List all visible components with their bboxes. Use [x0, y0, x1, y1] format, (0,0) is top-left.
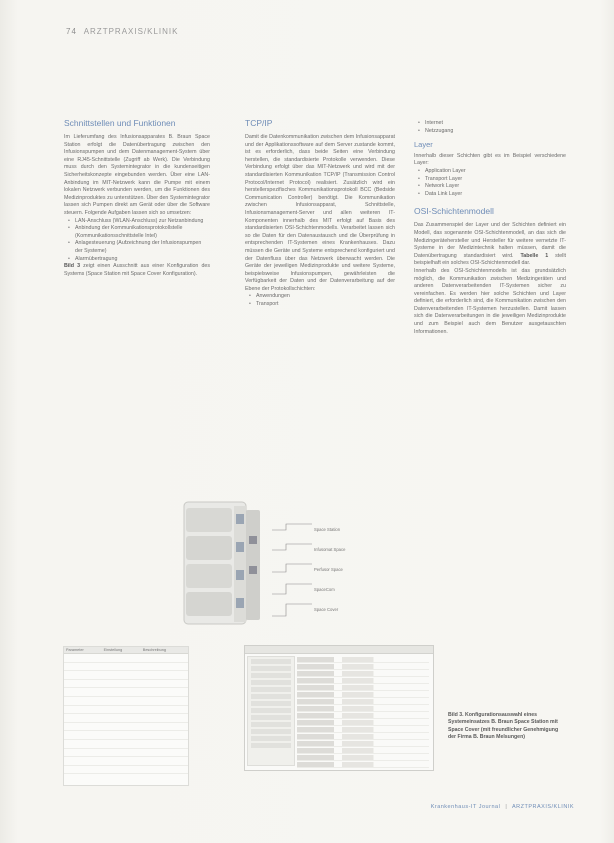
table-cell — [102, 765, 141, 774]
callout-label: Space Station — [314, 527, 341, 532]
figure-ref-text: zeigt einen Ausschnitt aus einer Konfiguration des Systems (Space Station mit Space Cover Konfiguration). — [64, 263, 211, 277]
figure-caption: Bild 3. Konfigurationsauswahl eines Systemeinsatzes B. Braun Space Station mit Space Cover (mit freundlicher Genehmigung der Firma B. Braun Melsungen) — [448, 712, 559, 741]
bullet-list — [64, 218, 210, 264]
table-cell — [64, 679, 102, 688]
list-item: • Data Link Layer — [420, 191, 566, 199]
table-cell — [64, 662, 102, 671]
table-cell — [64, 765, 102, 774]
list-item: • Network Layer — [420, 183, 566, 191]
list-item: • Anlagesteuerung (Aufzeichnung der Infusionspumpen der Systeme) — [70, 240, 210, 255]
table-row — [64, 748, 188, 757]
table-cell — [102, 696, 141, 705]
bullet-list — [414, 120, 566, 135]
table-cell — [102, 654, 141, 663]
table-cell — [102, 748, 141, 757]
table-ref: Tabelle 1 — [520, 252, 549, 259]
right-panel — [297, 656, 429, 764]
list-item: • Application Layer — [420, 168, 566, 176]
callout-label: Infusomat Space — [314, 547, 346, 552]
table-cell — [141, 705, 188, 714]
callout-label: Perfusor Space — [314, 567, 343, 572]
list-item: • Alarmübertragung — [70, 256, 210, 264]
table-cell — [141, 662, 188, 671]
paragraph-text: stellt beispielhaft ein solches OSI-Schichtenmodell dar. — [414, 252, 566, 267]
callout-labels — [314, 520, 345, 620]
layer-list — [414, 168, 566, 198]
table-cell — [141, 765, 188, 774]
section-title-tcpip: TCP/IP — [245, 118, 273, 128]
table-row — [64, 714, 188, 723]
column-3 — [414, 120, 566, 336]
list-item: • Anwendungen — [251, 293, 395, 301]
callout-label: SpaceCom — [314, 587, 335, 592]
table-row — [64, 705, 188, 714]
table-cell — [64, 722, 102, 731]
table-cell — [64, 688, 102, 697]
table-row — [64, 765, 188, 774]
table-cell — [102, 662, 141, 671]
table-cell — [64, 757, 102, 766]
table-row — [64, 688, 188, 697]
paragraph: Innerhalb dieser Schichten gibt es im Beispiel verschiedene Layer: — [414, 152, 566, 167]
table-cell — [141, 688, 188, 697]
column-header: Beschreibung — [141, 647, 188, 654]
table-cell — [64, 731, 102, 740]
table-row — [64, 722, 188, 731]
table-cell — [102, 679, 141, 688]
page-number: 74 — [66, 27, 77, 36]
table-cell — [141, 757, 188, 766]
column-header: Einstellung — [102, 647, 141, 654]
table-cell — [141, 731, 188, 740]
table-cell — [102, 722, 141, 731]
table-row — [64, 671, 188, 680]
table-row — [64, 679, 188, 688]
table-cell — [141, 748, 188, 757]
paragraph-text: Das Zusammenspiel der Layer und der Schichten definiert ein Modell, das sogenannte OSI-Schichtenmodell, an das sich die Medizingerätehersteller und Hersteller für weitere vernetzte IT-Systeme in der Medizintechnik halten müssen, damit die Datenübertragung standardisiert wird. — [414, 222, 566, 259]
figure-reference-paragraph — [64, 263, 210, 278]
table-row — [64, 757, 188, 766]
list-item: • Anbindung der Kommunikationsprotokollstelle (Kommunikationsschnittstelle Intel) — [70, 225, 210, 240]
table-cell — [64, 714, 102, 723]
column-header: Parameter — [64, 647, 102, 654]
list-item: • Netzzugang — [420, 128, 566, 136]
column-1 — [64, 118, 210, 278]
section-title-osi: OSI-Schichtenmodell — [414, 206, 494, 217]
footer-section: ARZTPRAXIS/KLINIK — [512, 804, 574, 810]
software-screenshot — [244, 645, 434, 771]
table-cell — [64, 696, 102, 705]
section-label: ARZTPRAXIS/KLINIK — [83, 27, 179, 36]
table-cell — [64, 705, 102, 714]
table-cell — [141, 654, 188, 663]
infusion-station-photo — [178, 500, 266, 628]
list-item: • Transport — [251, 301, 395, 309]
paragraph — [414, 222, 566, 268]
table-cell — [141, 671, 188, 680]
paragraph: Damit die Datenkommunikation zwischen dem Infusionsapparat und der Applikationssoftware auf dem Server zustande kommt, ist es erforderlich, dass beide Seiten eine Verbindung herstellen, die standardisierte Protokolle verwenden. Diese Verbindung erfolgt über das MIT-Netzwerk und wird mit der standardisierten Kommunikation TCP/IP (Transmission Control Protocol/Internet Protocol) realisiert. Zusätzlich wird ein herstellerspezifisches Kommunikationsprotokoll BCC (Bedside Communication Controller) benötigt. Die Kommunikation zwischen Infusionsapparat, Schnittstelle, Infusionsmanagement-Server und allen weiteren IT-Komponenten innerhalb des MIT erfolgt auf Basis des standardisierten OSI-Schichtenmodells. Verarbeitet lassen sich so die Daten für den Datenaustausch und die Überprüfung in entsprechenden IT-Systemen eines Krankenhauses. Dazu müssen die Geräte und Systeme entsprechend konfiguriert und der Datenfluss über das Netzwerk überwacht werden. Die Geräte der jeweiligen Medizinprodukte und weitere Systeme, beispielsweise Infusionspumpen, gewährleisten die Verfügbarkeit der Daten und der Datenverarbeitung auf der Ebene der Protokollschichten: — [245, 134, 395, 292]
table-cell — [141, 679, 188, 688]
table-row — [64, 696, 188, 705]
table-cell — [141, 714, 188, 723]
page-footer: Krankenhaus-IT Journal | ARZTPRAXIS/KLINIK — [430, 804, 574, 810]
table-cell — [64, 748, 102, 757]
table-cell — [141, 696, 188, 705]
page-header — [66, 27, 178, 36]
table-cell — [141, 722, 188, 731]
table-cell — [102, 688, 141, 697]
callout-diagram — [272, 520, 402, 660]
table-cell — [102, 757, 141, 766]
table-cell — [64, 739, 102, 748]
table-cell — [102, 731, 141, 740]
table-cell — [64, 654, 102, 663]
list-item: • Transport Layer — [420, 176, 566, 184]
callout-label: Space Cover — [314, 607, 339, 612]
list-item: • Internet — [420, 120, 566, 128]
table-cell — [141, 739, 188, 748]
paragraph: Im Lieferumfang des Infusionsapparates B. Braun Space Station erfolgt die Datenübertragung zwischen den Infusionspumpen und dem Datenmanagement-System über eine RJ45-Schnittstelle (Zugriff ab Werk). Die Verbindung muss durch den Systemintegrator in die kundenseitigen Sicherheitskonzepte eingebunden werden. Über eine LAN-Anbindung im MIT-Netzwerk kann die Pumpe mit einem lokalen Netzwerk verbunden werden, um die Funktionen des Medizinproduktes zu unterstützen. Über den Systemintegrator lassen sich Pumpen direkt am Gerät oder über die Software steuern. Folgende Aufgaben lassen sich so umsetzen: — [64, 134, 210, 216]
list-item: • LAN-Anschluss (WLAN-Anschluss) zur Netzanbindung — [70, 218, 210, 226]
figure-ref: Bild 3 — [64, 263, 81, 270]
table-cell — [64, 671, 102, 680]
table-cell — [102, 671, 141, 680]
table-row — [64, 654, 188, 663]
table-cell — [102, 714, 141, 723]
table-row — [64, 662, 188, 671]
section-title-schnittstellen: Schnittstellen und Funktionen — [64, 118, 176, 128]
table-body — [64, 654, 188, 774]
table-cell — [102, 705, 141, 714]
footer-publication: Krankenhaus-IT Journal — [430, 804, 501, 810]
table-cell — [102, 739, 141, 748]
bullet-list — [245, 293, 395, 308]
paragraph: Innerhalb des OSI-Schichtenmodells ist das grundsätzlich möglich, die Kommunikation zwischen Medizingeräten und anderen Datenverarbeitenden IT-Systemen sicher zu vereinfachen. Es werden hier solche Schichten und Layer definiert, die erforderlich sind, die Kommunikation zwischen den Datenverarbeitenden IT-Systemen herzustellen. Damit lassen sich die Datenverarbeitungen in die jeweiligen Medizinprodukte und zum Beispiel auch dem Benutzer ausgetauschten Informationen. — [414, 267, 566, 335]
column-2 — [245, 118, 395, 309]
table — [64, 647, 188, 774]
table-row — [64, 739, 188, 748]
window-titlebar — [245, 646, 433, 654]
left-panel — [247, 656, 295, 766]
config-table — [63, 646, 189, 786]
table-row — [64, 731, 188, 740]
section-title-layer: Layer — [414, 140, 433, 150]
